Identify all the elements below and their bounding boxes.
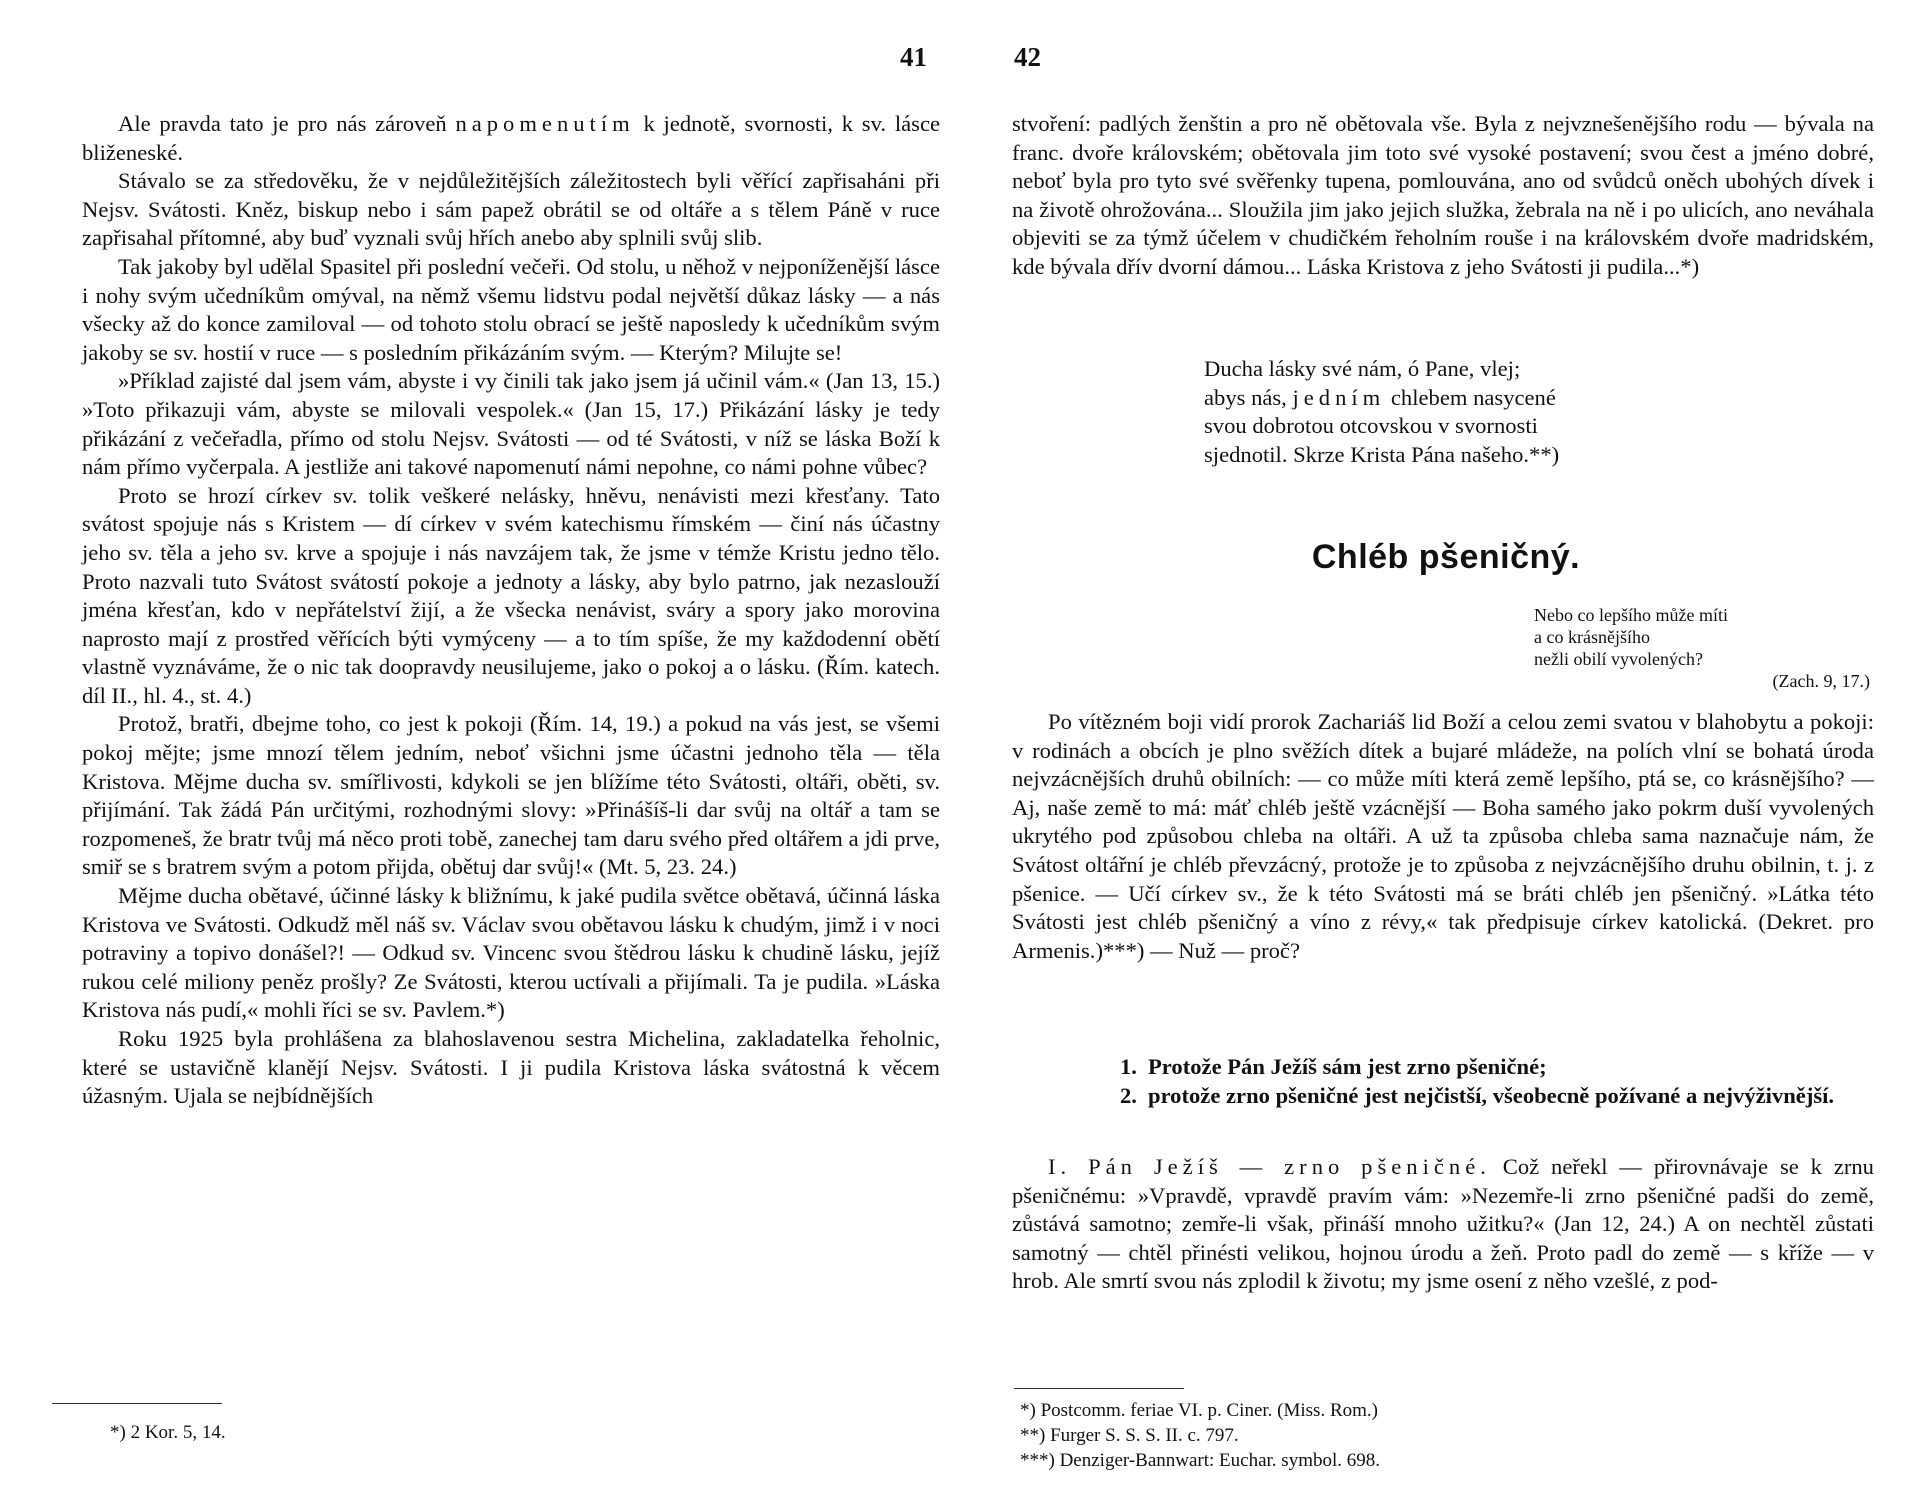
motto-line: Nebo co lepšího může míti (1534, 605, 1728, 625)
section-heading: I. Pán Ježíš — zrno pšeničné. (1048, 1154, 1491, 1179)
footnote: **) Furger S. S. S. II. c. 797. (1020, 1425, 1239, 1446)
prayer-line: svou dobrotou otcovskou v svornosti (1204, 413, 1538, 439)
paragraph: Po vítězném boji vidí prorok Zachariáš lid Boží a celou zemi svatou v blahobytu a pokoji: v rodinách a obcích je plno svěžích dítek a bujaré mládeže, na polích vlní se bohatá úroda nejvzácnějších druhů obilních: — co může míti která země lepšího, ptá se, co krásnějšího? — Aj, naše země to má: máť chléb ještě vzácnější — Boha samého jako pokrm duší vyvolených ukrytého pod způsobou chleba na oltáři. A už ta způsoba chleba sama naznačuje nám, že Svátost oltářní je chléb převzácný, protože je to způsoba z nejvzácnějšího druhu obilnin, t. j. z pšenice. — Učí církev sv., že k této Svátosti má se bráti chléb jen pšeničný. »Látka této Svátosti jest chléb pšeničný a víno z révy,« tak předpisuje církev katolická. (Dekret. pro Armenis.)***) — Nuž — proč? (1012, 709, 1874, 963)
prayer-line: sjednotil. Skrze Krista Pána našeho.**) (1204, 441, 1560, 467)
motto (1534, 604, 1894, 692)
paragraph: Mějme ducha obětavé, účinné lásky k bližnímu, k jaké pudila světce obětavá, účinná láska Kristova ve Svátosti. Odkudž měl náš sv. Václav svou obětavou lásku k chudým, jimž i v noci potraviny a topivo donášel?! — Odkud sv. Vincenc svou štědrou lásku k chudině lásku, jejíž rukou celé miliony peněz prošly? Ze Svátosti, kterou uctívali a přijímali. Ta je pudila. »Láska Kristova nás pudí,« mohli říci se sv. Pavlem.*) (82, 883, 940, 1023)
footnotes (110, 1420, 226, 1445)
page-number: 42 (1014, 42, 1041, 72)
left-text-column (82, 110, 940, 1111)
prayer (1204, 355, 1764, 469)
chapter-title: Chléb pšeničný. (1311, 538, 1581, 576)
prayer-line: abys nás, jedním chlebem nasycené (1204, 384, 1556, 410)
paragraph: I. Pán Ježíš — zrno pšeničné. Což neřekl — přirovnávaje se k zrnu pšeničnému: »Vpravdě, vpravdě pravím vám: »Nezemře-li zrno pšeničné padši do země, zůstává samotno; zemře-li však, přináší mnoho užitku?« (Jan 12, 24.) A on nechtěl zůstati samotný — chtěl přinésti velikou, hojnou úrodu a žeň. Proto padl do země — s kříže — v hrob. Ale smrtí svou nás zplodil k životu; my jsme osení z něho vzešlé, z pod- (1012, 1154, 1874, 1294)
page-number: 41 (900, 42, 927, 72)
motto-line: a co krásnějšího (1534, 627, 1650, 647)
right-page (964, 0, 1928, 1500)
footnotes (1020, 1398, 1380, 1473)
continued-text (1012, 110, 1874, 282)
paragraph: »Příklad zajisté dal jsem vám, abyste i vy činili tak jako jsem já učinil vám.« (Jan 13, 15.) »Toto přikazuji vám, abyste se milovali vespolek.« (Jan 15, 17.) Přikázání lásky je tedy přikázání z večeřadla, přímo od stolu Nejsv. Svátosti — od té Svátosti, v níž se láska Boží k nám přímo vyčerpala. A jestliže ani takové napomenutí námi nepohne, co námi pohne vůbec? (82, 368, 940, 480)
footnote: *) Postcomm. feriae VI. p. Ciner. (Miss. Rom.) (1020, 1400, 1378, 1421)
list-item: 1. Protože Pán Ježíš sám jest zrno pšeničné; (1120, 1054, 1547, 1079)
footnote: ***) Denziger-Bannwart: Euchar. symbol. 698. (1020, 1450, 1380, 1471)
points-list (1120, 1053, 1874, 1110)
footnote-divider (1014, 1388, 1184, 1389)
paragraph: Roku 1925 byla prohlášena za blahoslavenou sestra Michelina, zakladatelka řeholnic, které se ustavičně klanějí Nejsv. Svátosti. I ji pudila Kristova láska svátostná k věcem úžasným. Ujala se nejbídnějších (82, 1026, 940, 1109)
footnote-divider (52, 1403, 222, 1404)
footnote: *) 2 Kor. 5, 14. (110, 1422, 226, 1443)
motto-reference: (Zach. 9, 17.) (1772, 671, 1870, 691)
paragraph: Protož, bratři, dbejme toho, co jest k pokoji (Řím. 14, 19.) a pokud na vás jest, se všemi pokoj mějte; jsme mnozí tělem jedním, neboť všichni jsme účastni jednoho těla — těla Kristova. Mějme ducha sv. smířlivosti, kdykoli se jen blížíme této Svátosti, oltáři, oběti, sv. přijímání. Tak žádá Pán určitými, rozhodnými slovy: »Přinášíš-li dar svůj na oltář a tam se rozpomeneš, že bratr tvůj má něco proti tobě, zanechej tam daru svého před oltářem a jdi prve, smiř se s bratrem svým a potom přijda, obětuj dar svůj!« (Mt. 5, 23. 24.) (82, 711, 940, 880)
section-text (1012, 1153, 1874, 1296)
paragraph: Tak jakoby byl udělal Spasitel při poslední večeři. Od stolu, u něhož v nejponíženější lásce i nohy svým učedníkům omýval, na němž všemu lidstvu podal největší důkaz lásky — a nás všecky až do konce zamiloval — od tohoto stolu obrací se ještě naposledy k učedníkům svým jakoby se sv. hostií v ruce — s posledním přikázáním svým. — Kterým? Milujte se! (82, 253, 940, 365)
paragraph: stvoření: padlých ženštin a pro ně obětovala vše. Byla z nejvznešenějšího rodu — bývala na franc. dvoře královském; obětovala jim toto své vysoké postavení; svou čest a jméno dobré, neboť byla pro tyto své svěřenky tupena, pomlouvána, ano od svůdců oněch ubohých dívek i na životě ohrožována... Sloužila jim jako jejich služka, žebrala na ně i po ulicích, ano neváhala objeviti se za týmž účelem v chudičkém řeholním rouše i na královském dvoře madridském, kde bývala dřív dvorní dámou... Láska Kristova z jeho Svátosti ji pudila...*) (1012, 111, 1874, 279)
paragraph: Proto se hrozí církev sv. tolik veškeré nelásky, hněvu, nenávisti mezi křesťany. Tato svátost spojuje nás s Kristem — dí církev v svém katechismu římském — činí nás účastny jeho sv. těla a jeho sv. krve a spojuje i nás navzájem tak, že jsme v témže Kristu jedno tělo. Proto nazvali tuto Svátost svátostí pokoje a jednoty a lásky, aby bylo patrno, jak nezaslouží jména křesťan, kdo v nepřátelství žijí, a že všecka nenávist, sváry a spory jako morovina naprosto mají z prostřed věřících býti vymýceny — a to tím spíše, že my každodenní obětí vlastně vyznáváme, že o nic tak doopravdy neusilujeme, jako o pokoj a o lásku. (Řím. katech. díl II., hl. 4., st. 4.) (82, 482, 940, 708)
motto-line: nežli obilí vyvolených? (1534, 649, 1703, 669)
paragraph: Stávalo se za středověku, že v nejdůležitějších záležitostech byli věřící zapřisaháni při Nejsv. Svátosti. Kněz, biskup nebo i sám papež obrátil se od oltáře a s tělem Páně v ruce zapřisahal přítomné, aby buď vyznali svůj hřích anebo aby splnili svůj slib. (82, 168, 940, 251)
prayer-line: Ducha lásky své nám, ó Pane, vlej; (1204, 356, 1521, 381)
paragraph: Ale pravda tato je pro nás zároveň napomenutím k jednotě, svornosti, k sv. lásce bliženeské. (82, 111, 940, 165)
body-text (1012, 708, 1874, 965)
list-item: 2. protože zrno pšeničné jest nejčistší, všeobecně požívané a nejvýživnější. (1120, 1082, 1835, 1108)
